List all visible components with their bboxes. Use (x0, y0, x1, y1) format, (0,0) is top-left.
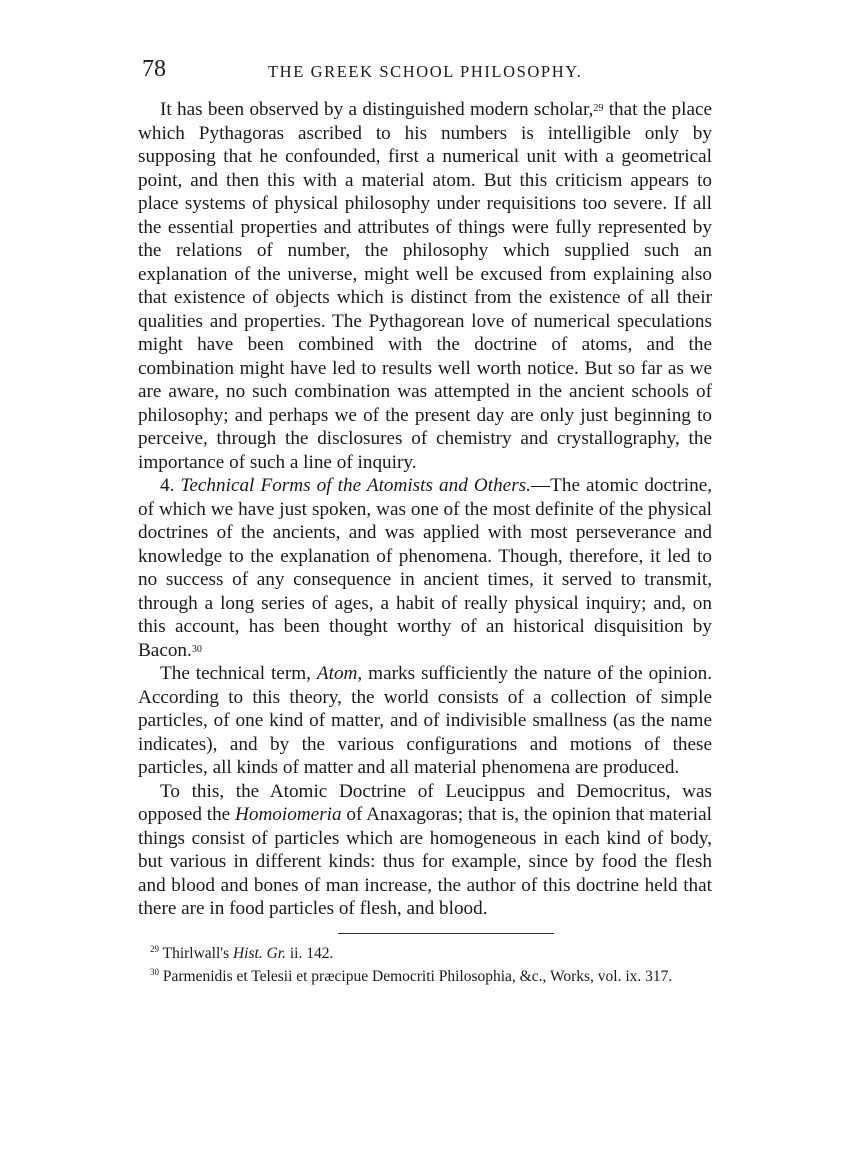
running-title: THE GREEK SCHOOL PHILOSOPHY. (268, 62, 583, 81)
footnote-ref-30: 30 (191, 643, 202, 655)
body-text (138, 98, 712, 921)
term-homoiomeria: Homoiomeria (235, 804, 342, 825)
footnote-30: $^{30}$ Parmenidis et Telesii et præcipue Democriti Philosophia, &c., Works, vol. ix. 317. (150, 966, 673, 985)
paragraph-technical-forms: 4. Technical Forms of the Atomists and Others.—The atomic doctrine, of which we have just spoken, was one of the most definite of the physical doctrines of the ancients, and was applied with most perseverance and knowledge to the explanation of phenomena. Though, therefore, it led to no success of any consequence in ancient times, it served to transmit, through a long series of ages, a habit of really physical inquiry; and, on this account, has been thought worthy of an historical disquisition by Bacon.$^{30}$ (138, 475, 713, 661)
footnote-divider (338, 933, 554, 934)
section-heading: Technical Forms of the Atomists and Others. (180, 475, 531, 496)
section-number: 4. (160, 475, 175, 496)
page-header (138, 56, 712, 86)
footnote-29: $^{29}$ Thirlwall's Hist. Gr. ii. 142. (150, 943, 334, 962)
paragraph-pythagoras: It has been observed by a distinguished modern scholar,$^{29}$ that the place which Pythagoras ascribed to his numbers is intelligible only by supposing that he confounded, first a numerical unit with a geometrical point, and then this with a material atom. But this criticism appears to place systems of physical philosophy under requisitions too severe. If all the essential properties and attributes of things were fully represented by the relations of number, the philosophy which supplied such an explanation of the universe, might well be excused from explaining also that existence of objects which is distinct from the existence of all their qualities and properties. The Pythagorean love of numerical speculations might have been combined with the doctrine of atoms, and the combination might have led to results well worth notice. But so far as we are aware, no such combination was attempted in the ancient schools of philosophy; and perhaps we of the present day are only just beginning to perceive, through the disclosures of chemistry and crystallography, the importance of such a line of inquiry. (138, 99, 712, 473)
term-atom: Atom, (316, 663, 363, 684)
paragraph-homoiomeria: To this, the Atomic Doctrine of Leucippus and Democritus, was opposed the Homoiomeria of Anaxagoras; that is, the opinion that material things consist of particles which are homogeneous in each kind of body, but various in different kinds: thus for example, since by food the flesh and blood and bones of man increase, the author of this doctrine held that there are in food particles of flesh, and blood. (138, 780, 712, 919)
paragraph-atom-term: The technical term, Atom, marks sufficiently the nature of the opinion. According to this theory, the world consists of a collection of simple particles, of one kind of matter, and of indivisible smallness (as the name indicates), and by the various configurations and motions of these particles, all kinds of matter and all material phenomena are produced. (138, 663, 712, 778)
page-number: 78 (142, 56, 166, 82)
footnotes (138, 940, 712, 986)
footnote-ref-29: 29 (593, 103, 604, 114)
